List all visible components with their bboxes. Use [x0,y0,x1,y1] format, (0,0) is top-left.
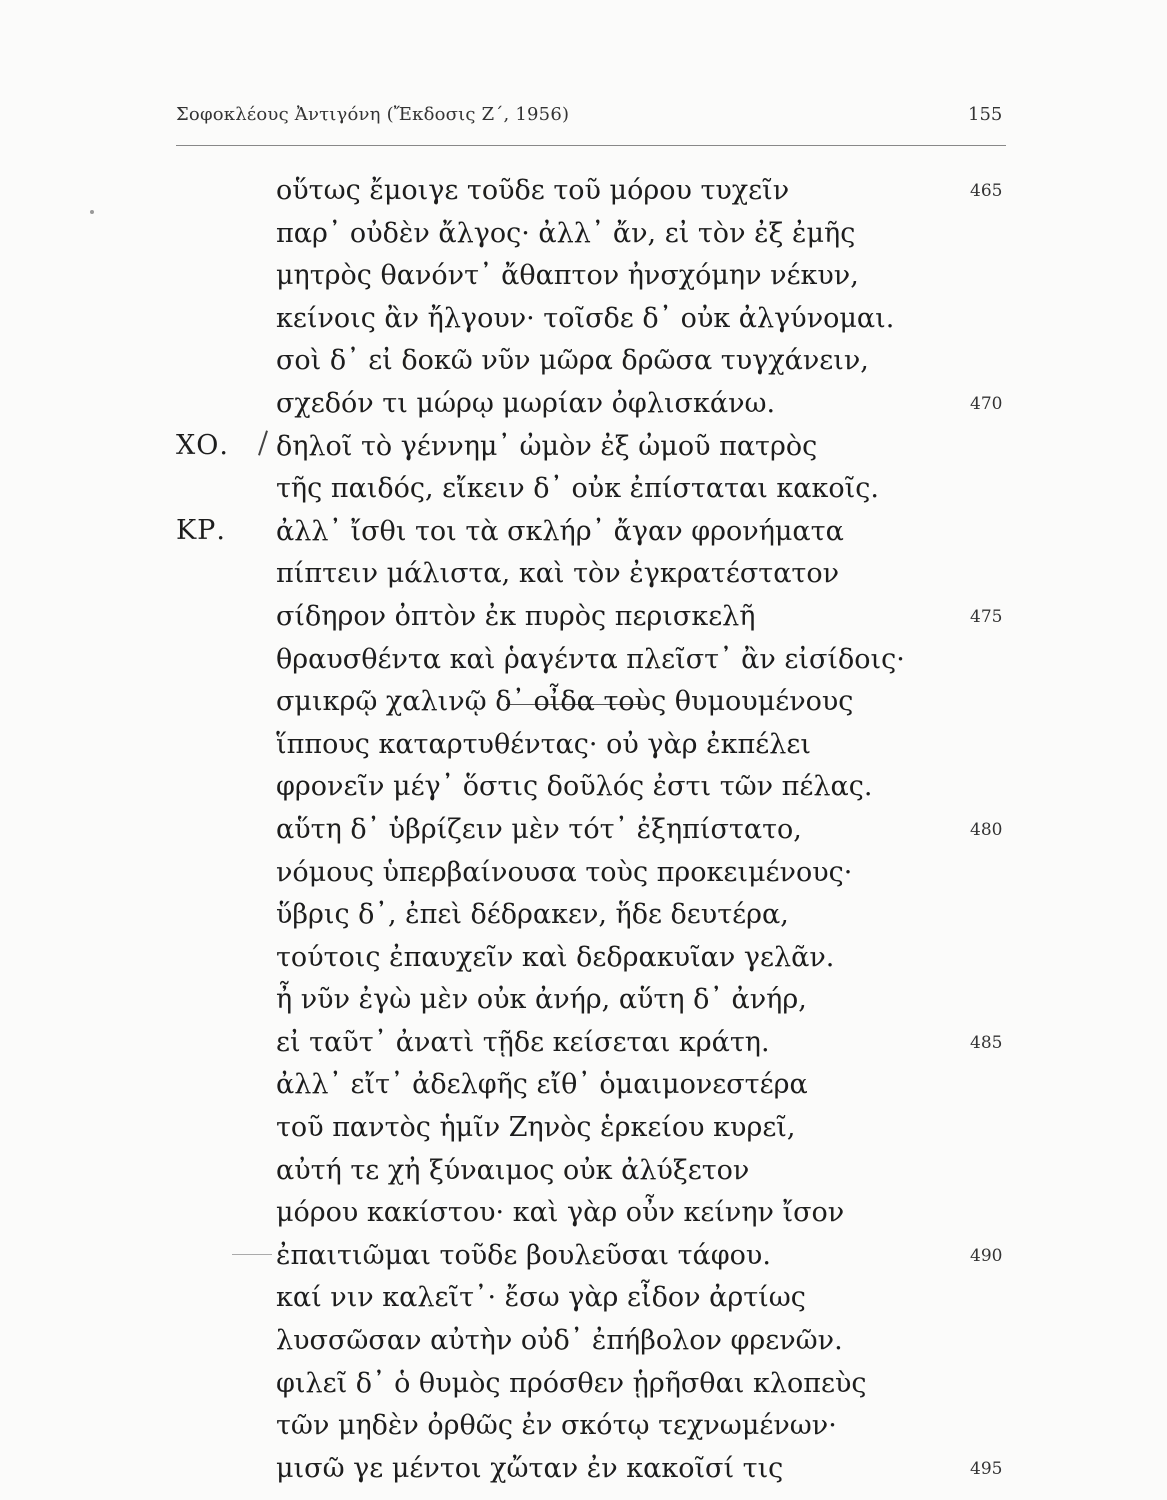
margin-dot [90,210,94,214]
page-number: 155 [968,104,1003,125]
verse-line: πίπτειν μάλιστα, καὶ τὸν ἐγκρατέστατον [276,558,840,590]
verse-line: ἵππους καταρτυθέντας· οὐ γὰρ ἐκπέλει [276,728,811,760]
line-number-490: 490 [970,1246,1003,1266]
verse-line: μητρὸς θανόντ᾽ ἄθαπτον ἠνσχόμην νέκυν, [276,260,859,292]
running-title: Σοφοκλέους Ἀντιγόνη (Ἔκδοσις Ζ΄, 1956) [176,104,570,125]
verse-line: θραυσθέντα καὶ ῥαγέντα πλεῖστ᾽ ἂν εἰσίδοις· [276,643,905,675]
verse-line: παρ᾽ οὐδὲν ἄλγος· ἀλλ᾽ ἄν, εἰ τὸν ἐξ ἐμῆς [276,217,856,249]
line-number-480: 480 [970,820,1003,840]
verse-line: δηλοῖ τὸ γέννημ᾽ ὠμὸν ἐξ ὠμοῦ πατρὸς [276,430,818,462]
verse-line: ἀλλ᾽ ἴσθι τοι τὰ σκλήρ᾽ ἄγαν φρονήματα [276,515,844,547]
speaker-label-chorus: ΧΟ. [176,430,229,461]
verse-line: ἦ νῦν ἐγὼ μὲν οὐκ ἀνήρ, αὕτη δ᾽ ἀνήρ, [276,984,807,1016]
verse-line: λυσσῶσαν αὐτὴν οὐδ᾽ ἐπήβολον φρενῶν. [276,1325,843,1357]
line-number-475: 475 [970,607,1003,627]
header-rule [176,145,1006,146]
margin-dash [232,1254,272,1255]
line-number-485: 485 [970,1033,1003,1053]
verse-line: τούτοις ἐπαυχεῖν καὶ δεδρακυῖαν γελᾶν. [276,941,835,973]
speaker-label-creon: ΚΡ. [176,515,226,546]
verse-line: εἰ ταῦτ᾽ ἀνατὶ τῇδε κείσεται κράτη. [276,1026,770,1058]
verse-line: μισῶ γε μέντοι χὤταν ἐν κακοῖσί τις [276,1452,784,1484]
verse-line: μόρου κακίστου· καὶ γὰρ οὖν κείνην ἴσον [276,1197,845,1229]
line-number-465: 465 [970,181,1003,201]
verse-line: ὕβρις δ᾽, ἐπεὶ δέδρακεν, ἥδε δευτέρα, [276,899,789,931]
verse-line: αὐτή τε χἠ ξύναιμος οὐκ ἀλύξετον [276,1154,750,1186]
verse-line: αὕτη δ᾽ ὑβρίζειν μὲν τότ᾽ ἐξηπίστατο, [276,813,802,845]
line-number-495: 495 [970,1459,1003,1479]
verse-line: σμικρῷ χαλινῷ δ᾽ οἶδα τοὺς θυμουμένους [276,686,854,718]
verse-line: σίδηρον ὀπτὸν ἐκ πυρὸς περισκελῆ [276,600,756,632]
verse-line: φιλεῖ δ᾽ ὁ θυμὸς πρόσθεν ᾑρῆσθαι κλοπεὺς [276,1367,867,1399]
verse-line: τῆς παιδός, εἴκειν δ᾽ οὐκ ἐπίσταται κακοῖς. [276,473,879,505]
verse-line: σοὶ δ᾽ εἰ δοκῶ νῦν μῶρα δρῶσα τυγχάνειν, [276,345,869,377]
verse-line: φρονεῖν μέγ᾽ ὅστις δοῦλός ἐστι τῶν πέλας. [276,771,873,803]
verse-line: καί νιν καλεῖτ᾽· ἔσω γὰρ εἶδον ἀρτίως [276,1282,806,1314]
verse-line: οὕτως ἔμοιγε τοῦδε τοῦ μόρου τυχεῖν [276,175,790,206]
verse-line: σχεδόν τι μώρῳ μωρίαν ὀφλισκάνω. [276,387,776,419]
verse-block [276,170,936,1490]
verse-line: ἐπαιτιῶμαι τοῦδε βουλεῦσαι τάφου. [276,1239,771,1271]
verse-line: νόμους ὑπερβαίνουσα τοὺς προκειμένους· [276,856,853,888]
line-number-470: 470 [970,394,1003,414]
pencil-mark [258,430,268,455]
verse-line: κείνοις ἂν ἤλγουν· τοῖσδε δ᾽ οὐκ ἀλγύνομαι. [276,302,895,334]
verse-line: τῶν μηδὲν ὀρθῶς ἐν σκότῳ τεχνωμένων· [276,1410,837,1442]
verse-line: τοῦ παντὸς ἡμῖν Ζηνὸς ἑρκείου κυρεῖ, [276,1112,796,1144]
verse-line: ἀλλ᾽ εἴτ᾽ ἀδελφῆς εἴθ᾽ ὁμαιμονεστέρα [276,1069,808,1101]
